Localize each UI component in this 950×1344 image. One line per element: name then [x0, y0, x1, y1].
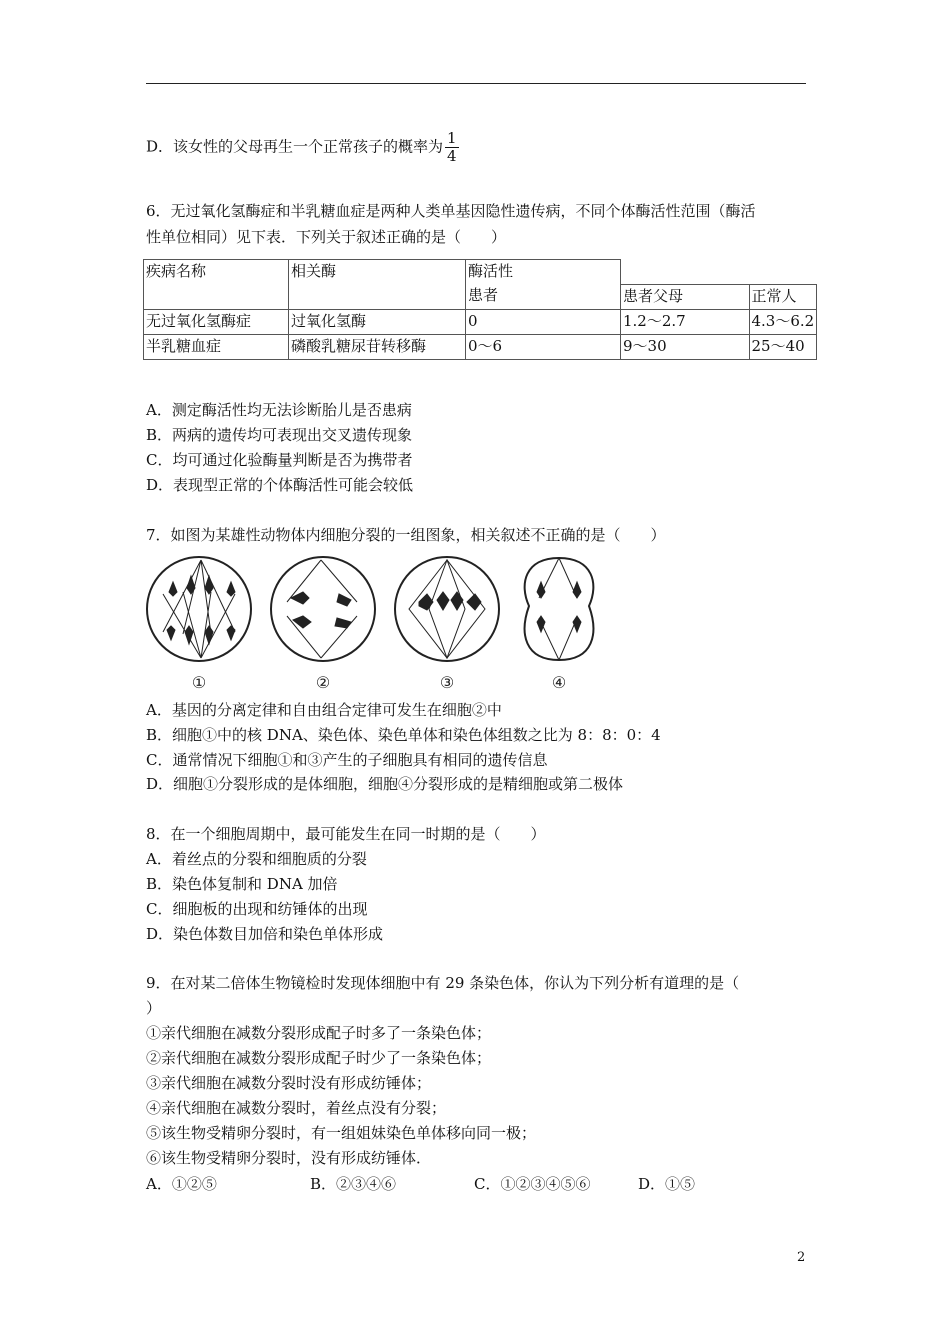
table-cell: 25～40	[749, 334, 817, 359]
table-cell: 磷酸乳糖尿苷转移酶	[289, 334, 466, 359]
table-cell: 0～6	[466, 334, 621, 359]
header-activity: 酶活性	[466, 260, 621, 285]
cell-4-figure	[525, 558, 594, 660]
figure-label: ③	[439, 673, 455, 692]
table-cell: 半乳糖血症	[144, 334, 289, 359]
q9-item-5: ⑤该生物受精卵分裂时，有一组姐妹染色单体移向同一极；	[146, 1124, 537, 1142]
subheader-parents: 患者父母	[621, 284, 750, 309]
table-cell: 4.3～6.2	[749, 309, 817, 334]
q9-option-d: D．①⑤	[638, 1175, 696, 1193]
q6-option-d: D．表现型正常的个体酶活性可能会较低	[146, 476, 414, 494]
q6-option-c: C．均可通过化验酶量判断是否为携带者	[146, 451, 413, 469]
figure-label: ④	[551, 673, 567, 692]
q9-item-4: ④亲代细胞在减数分裂时，着丝点没有分裂；	[146, 1099, 447, 1117]
q9-item-6: ⑥该生物受精卵分裂时，没有形成纺锤体．	[146, 1149, 432, 1167]
cell-2-figure	[271, 557, 375, 661]
q9-option-a: A．①②⑤	[146, 1175, 217, 1193]
q7-option-c: C．通常情况下细胞①和③产生的子细胞具有相同的遗传信息	[146, 751, 548, 769]
table-row	[144, 334, 817, 359]
q6-stem-line2: 性单位相同）见下表．下列关于叙述正确的是（ ）	[146, 228, 507, 246]
subheader-patient: 患者	[466, 284, 621, 309]
q7-option-b: B．细胞①中的核 DNA、染色体、染色单体和染色体组数之比为 8：8：0：4	[146, 726, 661, 744]
fraction-denominator: 4	[447, 147, 457, 165]
q7-stem: 7．如图为某雄性动物体内细胞分裂的一组图象，相关叙述不正确的是（ ）	[146, 526, 666, 544]
cell-1-figure	[147, 557, 251, 661]
q8-option-d: D．染色体数目加倍和染色单体形成	[146, 925, 384, 943]
figure-label: ①	[191, 673, 207, 692]
table-header-row	[144, 260, 817, 285]
q9-options-row	[146, 1173, 786, 1193]
q6-option-a: A．测定酶活性均无法诊断胎儿是否患病	[146, 401, 412, 419]
q9-option-b: B．②③④⑥	[310, 1175, 397, 1193]
header-rule	[146, 83, 806, 84]
fraction-numerator: 1	[447, 129, 457, 147]
q6-option-b: B．两病的遗传均可表现出交叉遗传现象	[146, 426, 413, 444]
q8-stem: 8．在一个细胞周期中，最可能发生在同一时期的是（ ）	[146, 825, 546, 843]
table-cell: 0	[466, 309, 621, 334]
q8-option-a: A．着丝点的分裂和细胞质的分裂	[146, 850, 367, 868]
table-cell: 过氧化氢酶	[289, 309, 466, 334]
cell-division-figures	[143, 554, 613, 694]
q5-option-d	[146, 130, 459, 165]
table-cell: 9～30	[621, 334, 750, 359]
enzyme-activity-table	[143, 259, 817, 360]
q7-option-a: A．基因的分离定律和自由组合定律可发生在细胞②中	[146, 701, 502, 719]
table-row	[144, 309, 817, 334]
cell-3-figure	[395, 557, 499, 661]
header-enzyme: 相关酶	[289, 260, 466, 310]
q9-item-2: ②亲代细胞在减数分裂形成配子时少了一条染色体；	[146, 1049, 492, 1067]
figure-label: ②	[315, 673, 331, 692]
q9-option-c: C．①②③④⑤⑥	[474, 1175, 591, 1193]
q5-option-d-text: D．该女性的父母再生一个正常孩子的概率为	[146, 137, 444, 156]
q7-option-d: D．细胞①分裂形成的是体细胞，细胞④分裂形成的是精细胞或第二极体	[146, 775, 624, 793]
q9-item-3: ③亲代细胞在减数分裂时没有形成纺锤体；	[146, 1074, 432, 1092]
q8-option-b: B．染色体复制和 DNA 加倍	[146, 875, 338, 893]
table-cell: 无过氧化氢酶症	[144, 309, 289, 334]
q8-option-c: C．细胞板的出现和纺锤体的出现	[146, 900, 368, 918]
page-number: 2	[797, 1250, 806, 1265]
header-disease: 疾病名称	[144, 260, 289, 310]
fraction	[445, 130, 459, 165]
q9-stem-line2: ）	[146, 999, 162, 1017]
q6-stem-line1: 6．无过氧化氢酶症和半乳糖血症是两种人类单基因隐性遗传病，不同个体酶活性范围（酶活	[146, 202, 756, 220]
q9-item-1: ①亲代细胞在减数分裂形成配子时多了一条染色体；	[146, 1024, 492, 1042]
q9-stem-line1: 9．在对某二倍体生物镜检时发现体细胞中有 29 条染色体，你认为下列分析有道理的是（	[146, 974, 740, 992]
table-cell: 1.2～2.7	[621, 309, 750, 334]
subheader-normal: 正常人	[749, 284, 817, 309]
